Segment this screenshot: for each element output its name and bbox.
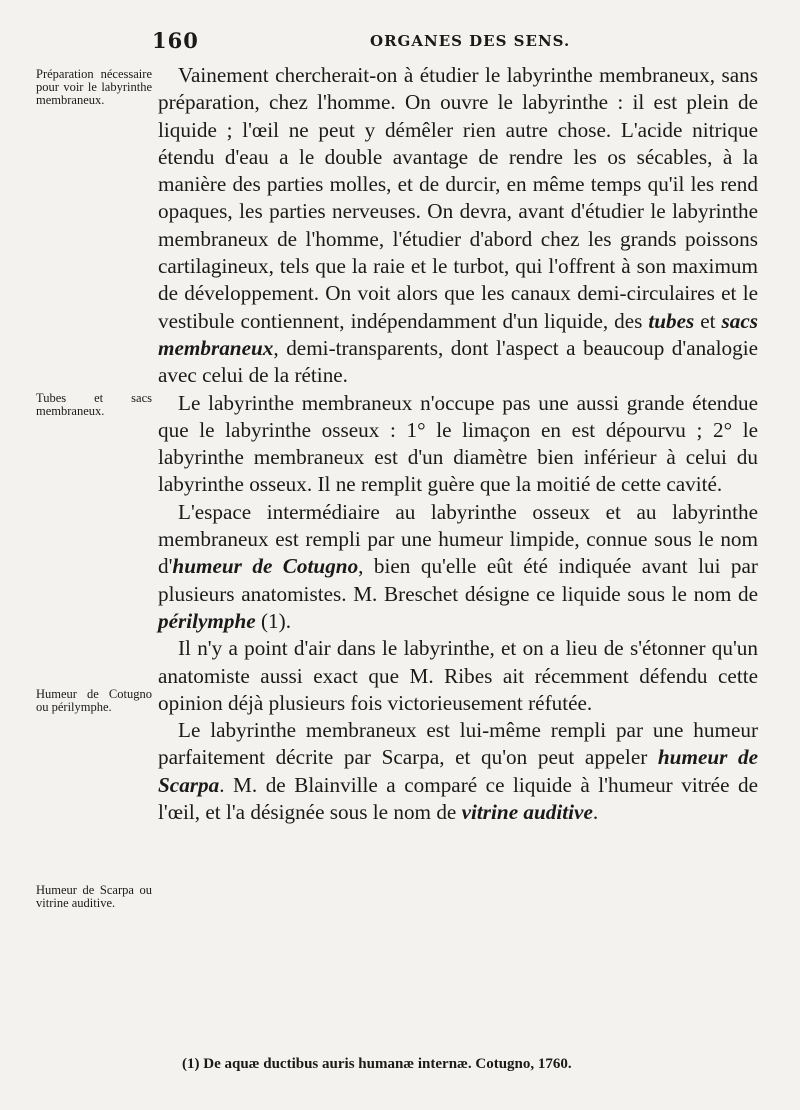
emphasis-perilymphe: périlymphe (158, 608, 256, 633)
body-text (158, 62, 758, 826)
emphasis-vitrine-auditive: vitrine auditive (461, 800, 593, 825)
running-title: ORGANES DES SENS. (370, 32, 571, 50)
paragraph-4: Il n'y a point d'air dans le labyrinthe, et on a lieu de s'étonner qu'un anatomiste aussi exact que M. Ribes ait récemment défendu cette opinion déjà plusieurs fois victorieusement réfutée. (158, 636, 758, 715)
margin-note-preparation: Préparation nécessaire pour voir le labyrinthe membraneux. (36, 67, 152, 107)
emphasis-humeur-de-scarpa: humeur de Scarpa (158, 745, 758, 797)
footnote: (1) De aquæ ductibus auris humanæ internæ. Cotugno, 1760. (182, 1056, 572, 1072)
paragraph-5: Le labyrinthe membraneux est lui-même rempli par une humeur parfaitement décrite par Scarpa, et qu'on peut appeler humeur de Scarpa. M. de Blainville a comparé ce liquide à l'humeur vitrée de l'œil, et l'a désignée sous le nom de vitrine auditive. (158, 718, 758, 825)
paragraph-2: Le labyrinthe membraneux n'occupe pas une aussi grande étendue que le labyrinthe osseux : 1° le limaçon en est dépourvu ; 2° le labyrinthe membraneux est d'un diamètre bien inférieur à celui du labyrinthe osseux. Il ne remplit guère que la moitié de cette cavité. (158, 390, 758, 497)
emphasis-sacs-membraneux: sacs membraneux (158, 308, 758, 360)
paragraph-1: Vainement chercherait-on à étudier le labyrinthe membraneux, sans préparation, chez l'homme. On ouvre le labyrinthe : il est plein de liquide ; l'œil ne peut y démêler rien autre chose. L'acide nitrique étendu d'eau a le double avantage de rendre les os sécables, à la manière des parties molles, et de durcir, en même temps qu'il les rend opaques, les parties nerveuses. On devra, avant d'étudier le labyrinthe membraneux de l'homme, l'étudier d'abord chez les grands poissons cartilagineux, tels que la raie et le turbot, qui l'offrent à son maximum de développement. On voit alors que les canaux demi-circulaires et le vestibule contiennent, indépendamment d'un liquide, des tubes et sacs membraneux, demi-transparents, dont l'aspect a beaucoup d'analogie avec celui de la rétine. (158, 63, 758, 388)
margin-note-cotugno: Humeur de Cotugno ou périlymphe. (36, 687, 152, 714)
margin-note-tubes: Tubes et sacs membraneux. (36, 391, 152, 418)
emphasis-tubes: tubes (648, 308, 695, 333)
page-number: 160 (152, 28, 199, 53)
emphasis-humeur-de-cotugno: humeur de Cotugno (172, 554, 359, 579)
paragraph-3: L'espace intermédiaire au labyrinthe osseux et au labyrinthe membraneux est rempli par une humeur limpide, connue sous le nom d'humeur de Cotugno, bien qu'elle eût été indiquée avant lui par plusieurs anatomistes. M. Breschet désigne ce liquide sous le nom de périlymphe (1). (158, 499, 758, 633)
page-header (150, 18, 770, 58)
margin-note-scarpa: Humeur de Scarpa ou vitrine auditive. (36, 883, 152, 910)
